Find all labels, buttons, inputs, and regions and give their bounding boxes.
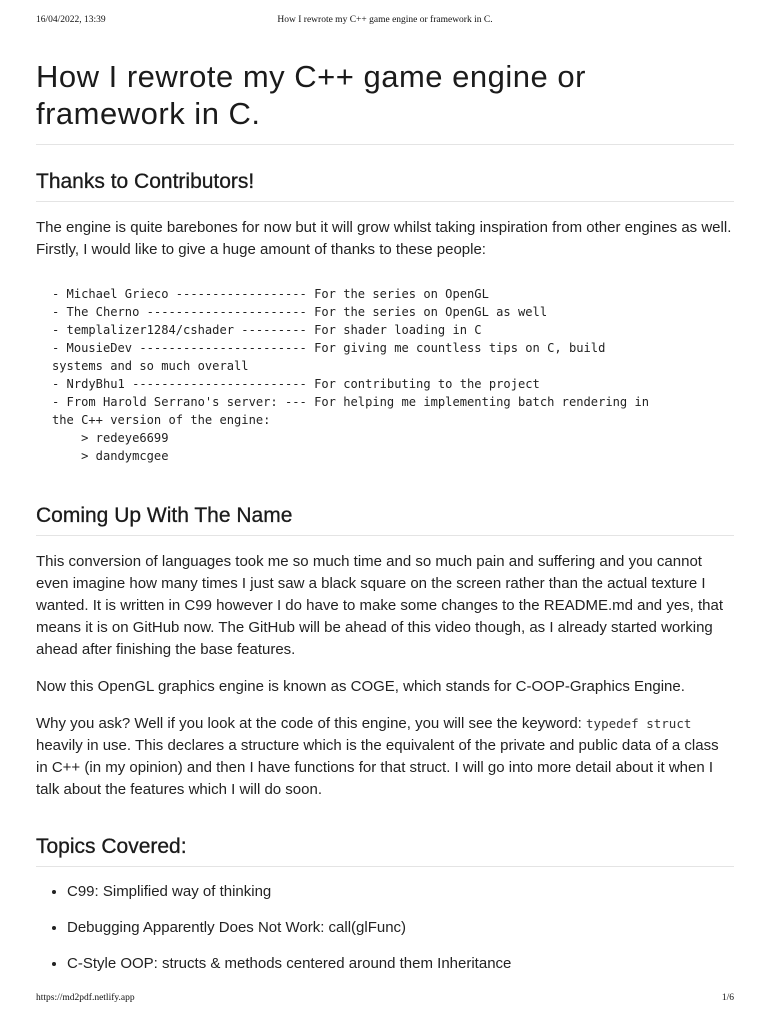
document-body [36,58,734,989]
topics-list [36,881,734,975]
list-item: • C99: Simplified way of thinking [67,881,734,903]
name-paragraph-3 [36,713,734,801]
contributors-code-block: - Michael Grieco ------------------ For the series on OpenGL - The Cherno ---------------------- For the series on OpenGL as well - templalizer1284/cshader --------- For shader loading in C - MousieDev ----------------------- For giving me countless tips on C, build systems and so much overall - NrdyBhu1 ------------------------ For contributing to the project - From Harold Serrano's server: --- For helping me implementing batch rendering in the C++ version of the engine: > redeye6699 > dandymcgee [52,287,650,463]
print-page-number: 1/6 [721,993,734,1003]
heading-name: Coming Up With The Name [36,503,734,536]
name-paragraph-1: This conversion of languages took me so much time and so much pain and suffering and you cannot even imagine how many times I just saw a black square on the screen rather than the actual texture I wanted. It is written in C99 however I do have to make some changes to the README.md and yes, that means it is on GitHub now. The GitHub will be ahead of this video though, as I already started working ahead after finishing the base features. [36,553,724,658]
paragraph-text: Why you ask? Well if you look at the code of this engine, you will see the keyword: [36,715,587,732]
thanks-intro-paragraph: The engine is quite barebones for now but it will grow whilst taking inspiration from other engines as well. Firstly, I would like to give a huge amount of thanks to these people: [36,219,732,258]
list-item: • Debugging Apparently Does Not Work: call(glFunc) [67,917,734,939]
paragraph-text: heavily in use. This declares a structure which is the equivalent of the private and public data of a class in C++ (in my opinion) and then I have functions for that struct. I will go into more detail about it when I talk about the features which I will do soon. [36,737,719,798]
print-datetime: 16/04/2022, 13:39 [36,15,106,25]
heading-thanks: Thanks to Contributors! [36,169,734,202]
print-url: https://md2pdf.netlify.app [36,993,135,1003]
heading-topics: Topics Covered: [36,834,734,867]
print-page-title: How I rewrote my C++ game engine or framework in C. [277,15,493,25]
list-item: • C-Style OOP: structs & methods centered around them Inheritance [67,953,734,975]
name-paragraph-2: Now this OpenGL graphics engine is known as COGE, which stands for C-OOP-Graphics Engine. [36,678,685,695]
page-title: How I rewrote my C++ game engine or framework in C. [36,58,734,145]
inline-code-typedef-struct: typedef struct [586,716,692,731]
print-footer [36,993,734,1007]
print-header [36,15,734,29]
